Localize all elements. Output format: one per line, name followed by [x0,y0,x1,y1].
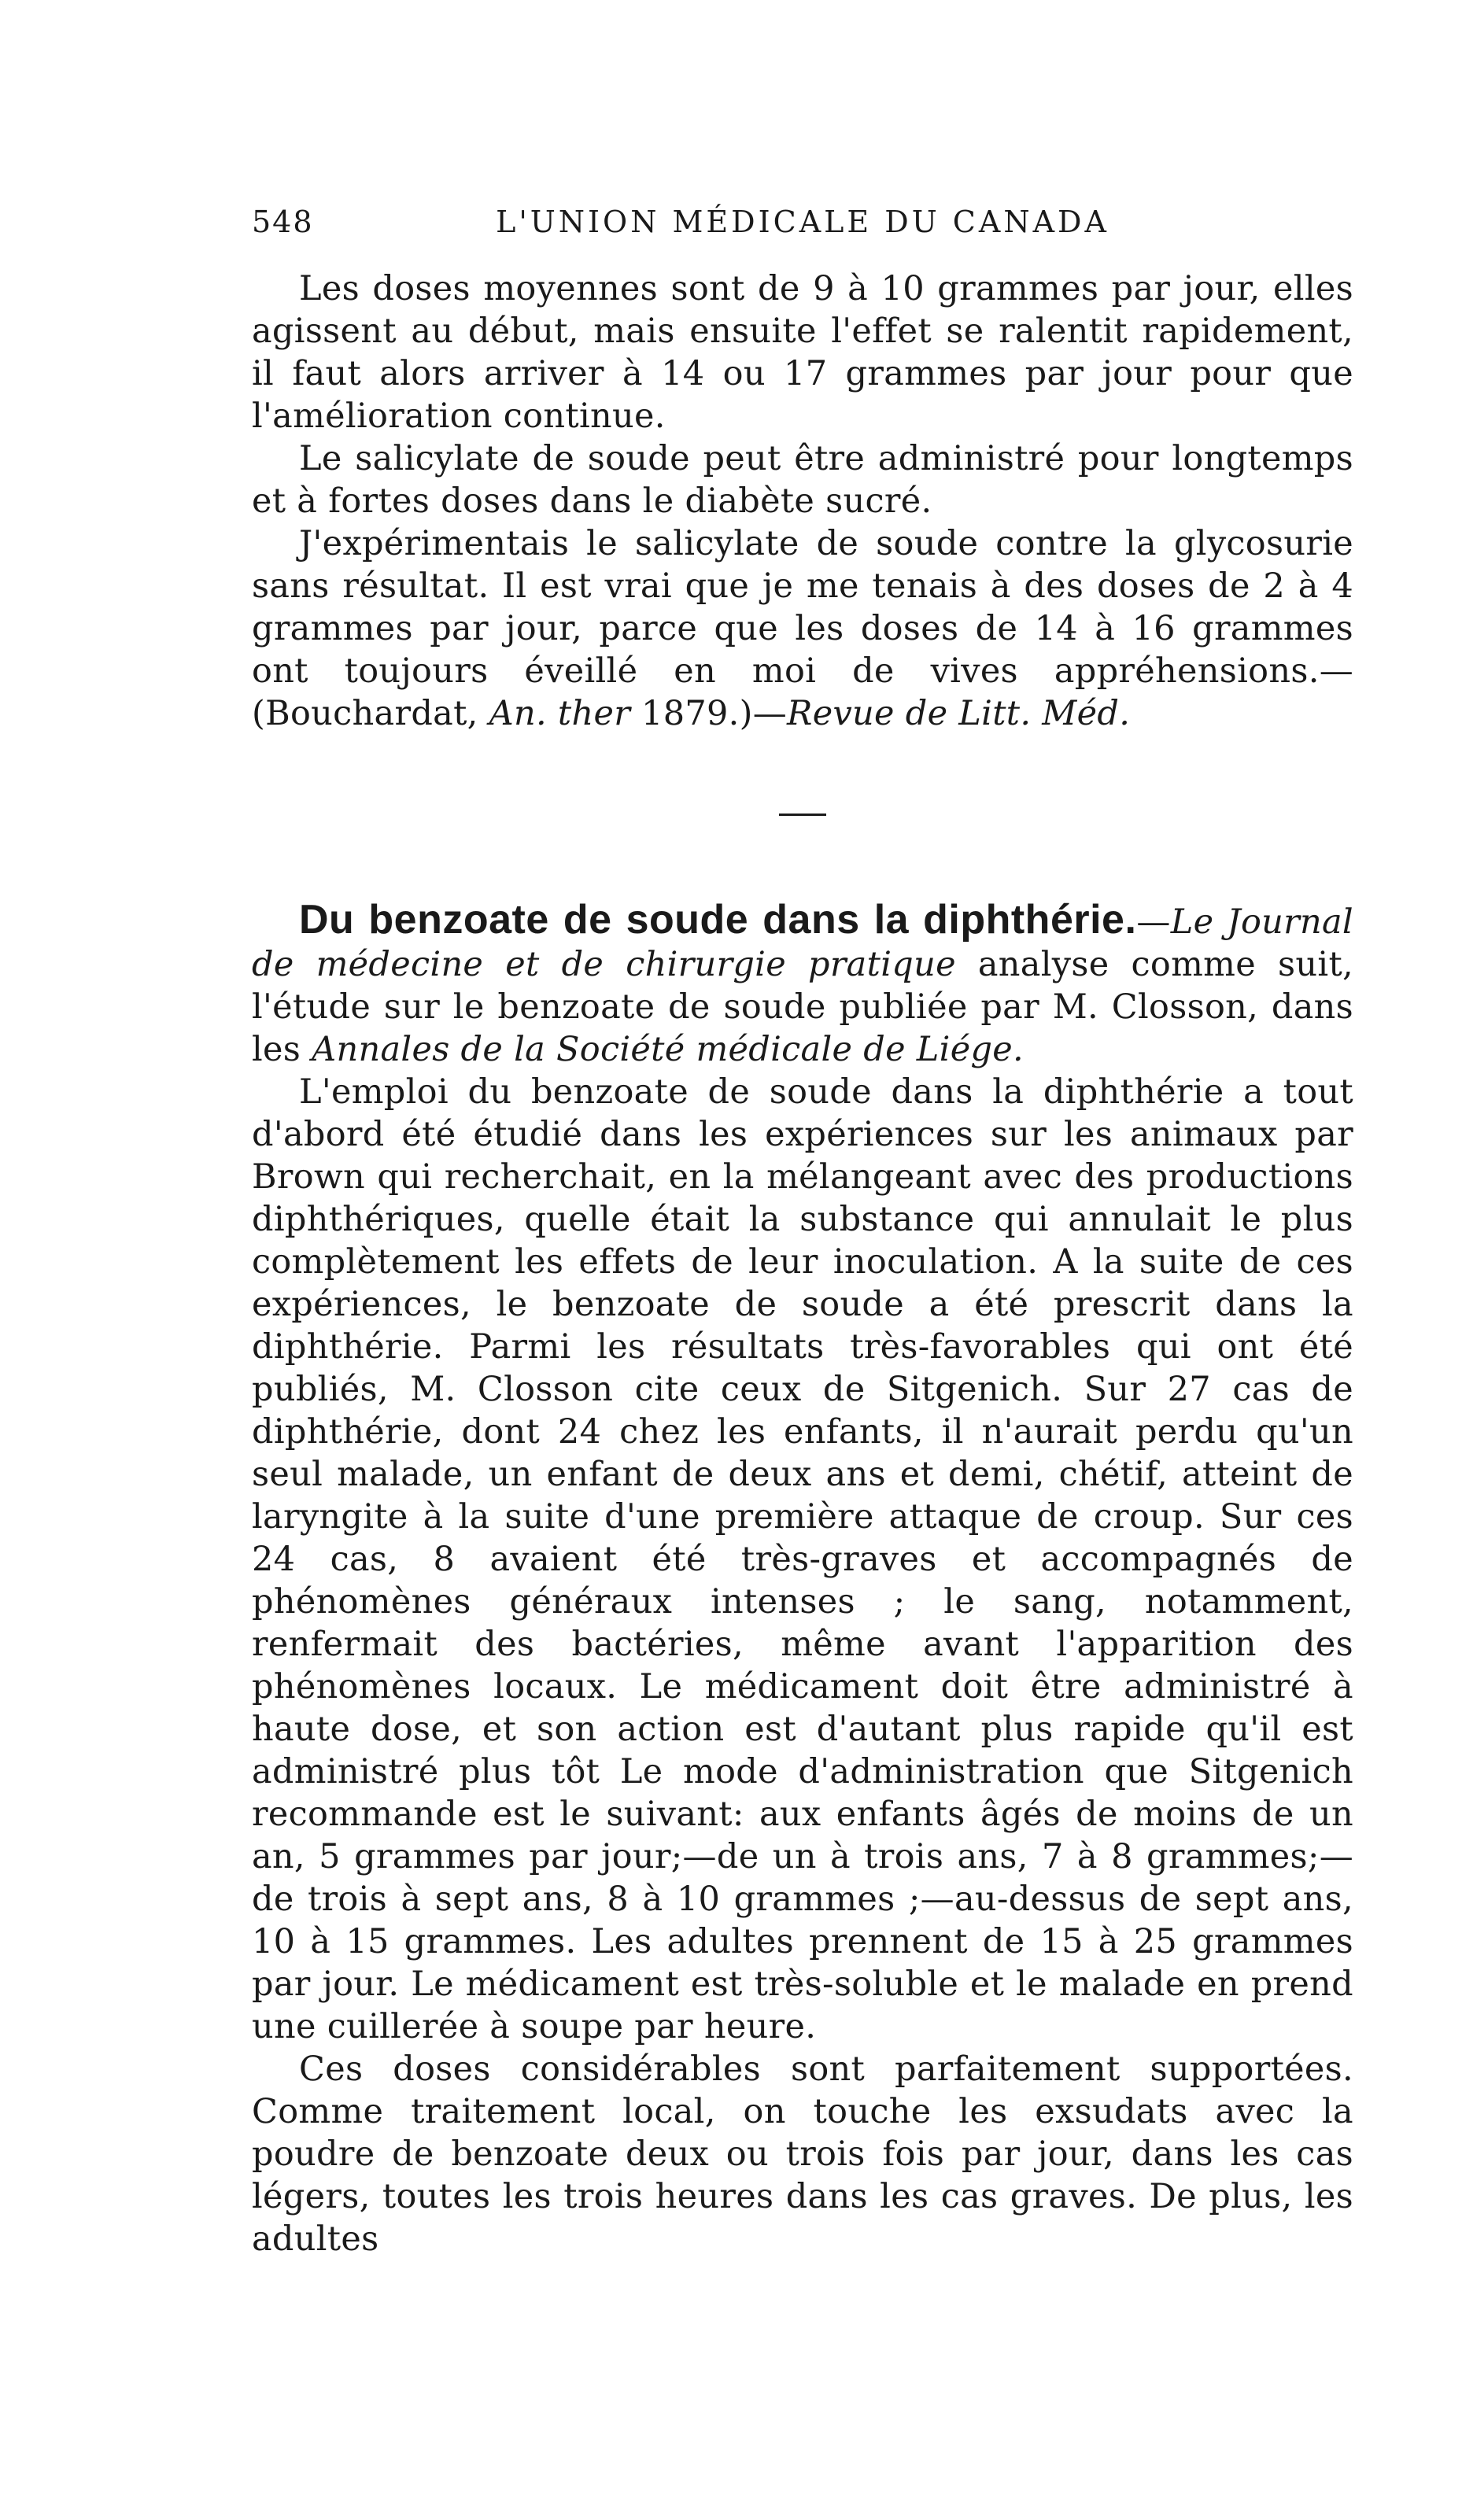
annales-citation: Annales de la Société médicale de Liége. [312,1030,1024,1069]
article-heading: Du benzoate de soude dans la diphthérie. [299,897,1137,943]
section-salicylate [252,267,1353,735]
journal-title: L'UNION MÉDICALE DU CANADA [496,205,1109,239]
citation-revue: Revue de Litt. Méd. [787,694,1131,733]
heading-dash: — [1136,902,1171,942]
page-number: 548 [252,205,314,239]
paragraph-intro [252,898,1353,1071]
section-divider [779,814,826,816]
paragraph-doses: Les doses moyennes sont de 9 à 10 grammes par jour, elles agissent au début, mais ensuite l'effet se ralentit rapidement, il faut alors arriver à 14 ou 17 grammes par jour pour que l'amélioration continue. [252,269,1353,436]
paragraph-diabetes: Le salicylate de soude peut être administré pour longtemps et à fortes doses dans le diabète sucré. [252,439,1353,521]
journal-citation: Le Journal de médecine et de chirurgie pratique [252,902,1353,984]
paragraph-experiments [252,522,1353,735]
citation-year: 1879.)— [630,694,788,733]
paragraph-local-treatment: Ces doses considérables sont parfaitement supportées. Comme traitement local, on touche les exsudats avec la poudre de benzoate deux ou trois fois par jour, dans les cas légers, toutes les trois heures dans les cas graves. De plus, les adultes [252,2050,1353,2259]
experiments-text: J'expérimentais le salicylate de soude contre la glycosurie sans résultat. Il est vrai que je me tenais à des doses de 2 à 4 grammes par jour, parce que les doses de 14 à 16 grammes ont toujours éveillé en moi de vives appréhensions.—(Bouchardat, [252,524,1353,733]
running-head [252,205,1353,260]
intro-text: analyse comme suit, l'étude sur le benzoate de soude publiée par M. Closson, dans les [252,945,1353,1069]
page [252,205,1353,2260]
citation-annuaire: An. ther [489,694,631,733]
article-benzoate [252,898,1353,2260]
paragraph-benzoate-use: L'emploi du benzoate de soude dans la diphthérie a tout d'abord été étudié dans les expériences sur les animaux par Brown qui recherchait, en la mélangeant avec des productions diphthériques, quelle était la substance qui annulait le plus complètement les effets de leur inoculation. A la suite de ces expériences, le benzoate de soude a été prescrit dans la diphthérie. Parmi les résultats très-favorables qui ont été publiés, M. Closson cite ceux de Sitgenich. Sur 27 cas de diphthérie, dont 24 chez les enfants, il n'aurait perdu qu'un seul malade, un enfant de deux ans et demi, chétif, atteint de laryngite à la suite d'une première attaque de croup. Sur ces 24 cas, 8 avaient été très-graves et accompagnés de phénomènes généraux intenses ; le sang, notamment, renfermait des bactéries, même avant l'apparition des phénomènes locaux. Le médicament doit être administré à haute dose, et son action est d'autant plus rapide qu'il est administré plus tôt Le mode d'administration que Sitgenich recommande est le suivant: aux enfants âgés de moins de un an, 5 grammes par jour;—de un à trois ans, 7 à 8 grammes;—de trois à sept ans, 8 à 10 grammes ;—au-dessus de sept ans, 10 à 15 grammes. Les adultes prennent de 15 à 25 grammes par jour. Le médicament est très-soluble et le malade en prend une cuillerée à soupe par heure. [252,1072,1353,2046]
